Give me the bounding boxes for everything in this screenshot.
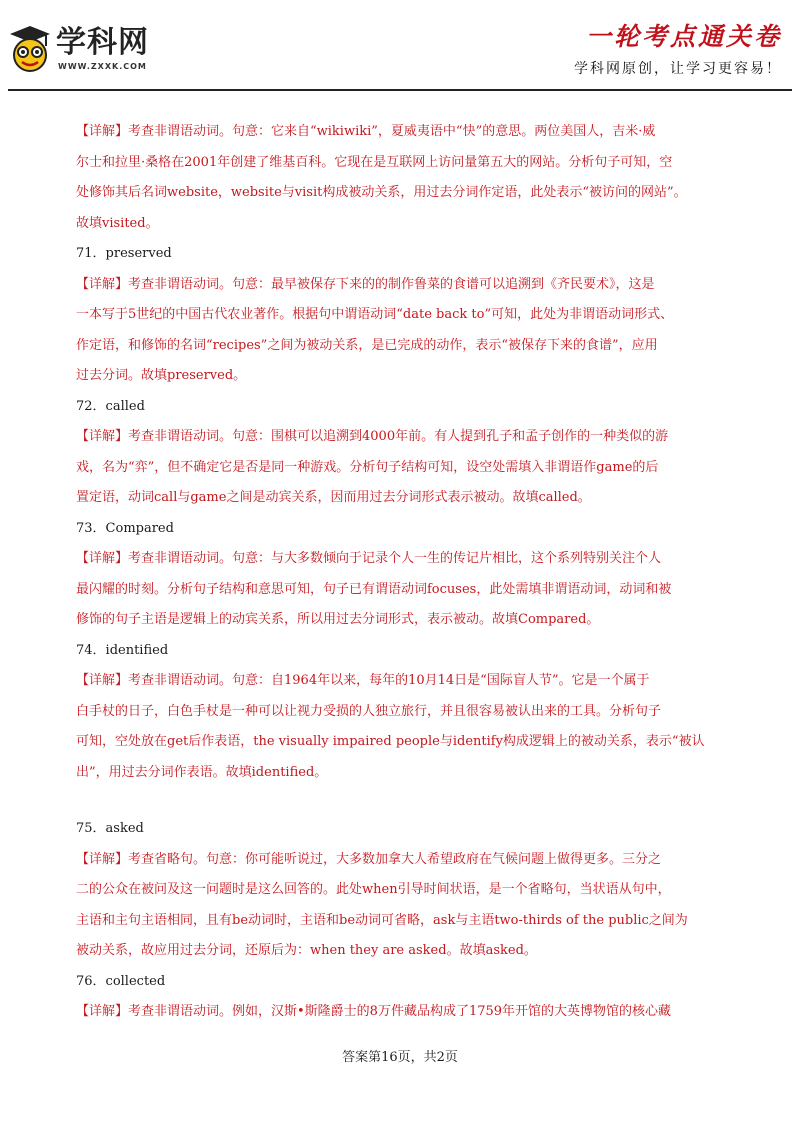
- header-divider: [8, 89, 792, 91]
- explanation-line: 修饰的句子主语是逻辑上的动宾关系，所以用过去分词形式，表示被动。故填Compared。: [76, 612, 600, 627]
- answer-item: 73．Compared: [76, 520, 174, 536]
- explanation-line: 戏，名为“弈”，但不确定它是否是同一种游戏。分析句子结构可知，设空处需填入非谓语作game的后: [76, 459, 659, 475]
- answer-item: 74．identified: [76, 642, 169, 658]
- explanation-line: 出”，用过去分词作表语。故填identified。: [76, 764, 328, 780]
- answer-content: [76, 117, 728, 1028]
- mascot-icon: [8, 24, 52, 74]
- explanation-line: 一本写于5世纪的中国古代农业著作。根据句中谓语动词“date back to”可知，此处为非谓语动词形式、: [76, 307, 674, 322]
- explanation-line: 处修饰其后名词website，website与visit构成被动关系，用过去分词作定语，此处表示“被访问的网站”。: [76, 185, 687, 200]
- answer-item: 71．preserved: [76, 246, 172, 261]
- explanation-line: 作定语，和修饰的名词“recipes”之间为被动关系，是已完成的动作，表示“被保存下来的食谱”，应用: [76, 337, 658, 353]
- paragraph-gap: [76, 788, 728, 814]
- answer-item: 76．collected: [76, 973, 166, 989]
- explanation-line: 【详解】考查非谓语动词。句意：自1964年以来，每年的10月14日是“国际盲人节”。它是一个属于: [76, 673, 650, 688]
- explanation-line: 【详解】考查非谓语动词。例如，汉斯•斯隆爵士的8万件藏品构成了1759年开馆的大英博物馆的核心藏: [76, 1004, 672, 1019]
- explanation-line: 故填visited。: [76, 215, 159, 231]
- explanation-line: 白手杖的日子，白色手杖是一种可以让视力受损的人独立旅行，并且很容易被认出来的工具。分析句子: [76, 703, 662, 719]
- explanation-line: 【详解】考查非谓语动词。句意：与大多数倾向于记录个人一生的传记片相比，这个系列特别关注个人: [76, 551, 662, 566]
- slogan: 学科网原创，让学习更容易！: [574, 61, 782, 77]
- explanation-line: 过去分词。故填preserved。: [76, 368, 247, 383]
- explanation-line: 【详解】考查非谓语动词。句意：最早被保存下来的的制作鲁菜的食谱可以追溯到《齐民要术》，这是: [76, 276, 655, 292]
- explanation-line: 最闪耀的时刻。分析句子结构和意思可知，句子已有谓语动词focuses，此处需填非谓语动词，动词和被: [76, 581, 672, 597]
- answer-item: 72．called: [76, 398, 145, 414]
- logo-wordmark: 学科网: [56, 25, 149, 60]
- zxxk-logo: [8, 24, 188, 84]
- answer-item: 75．asked: [76, 821, 144, 836]
- explanation-line: 【详解】考查省略句。句意：你可能听说过，大多数加拿大人希望政府在气候问题上做得更多。三分之: [76, 851, 662, 867]
- explanation-line: 【详解】考查非谓语动词。句意：它来自“wikiwiki”，夏威夷语中“快”的意思。两位美国人，吉米·威: [76, 124, 656, 139]
- series-title: 一轮考点通关卷: [585, 22, 782, 51]
- logo-url: WWW.ZXXK.COM: [58, 62, 147, 71]
- explanation-line: 主语和主句主语相同，且有be动词时，主语和be动词可省略，ask与主语two-thirds of the public之间为: [76, 912, 688, 928]
- explanation-line: 【详解】考查非谓语动词。句意：围棋可以追溯到4000年前。有人提到孔子和孟子创作的一种类似的游: [76, 429, 669, 444]
- page-footer: 答案第16页，共2页: [342, 1050, 458, 1065]
- explanation-line: 被动关系，故应用过去分词，还原后为：when they are asked。故填asked。: [76, 943, 537, 958]
- explanation-line: 二的公众在被问及这一问题时是这么回答的。此处when引导时间状语，是一个省略句，当状语从句中，: [76, 882, 671, 897]
- explanation-line: 可知，空处放在get后作表语，the visually impaired people与identify构成逻辑上的被动关系，表示“被认: [76, 734, 705, 749]
- explanation-line: 置定语，动词call与game之间是动宾关系，因而用过去分词形式表示被动。故填called。: [76, 490, 591, 505]
- page-header: [0, 0, 800, 105]
- explanation-line: 尔士和拉里·桑格在2001年创建了维基百科。它现在是互联网上访问量第五大的网站。分析句子可知，空: [76, 154, 673, 170]
